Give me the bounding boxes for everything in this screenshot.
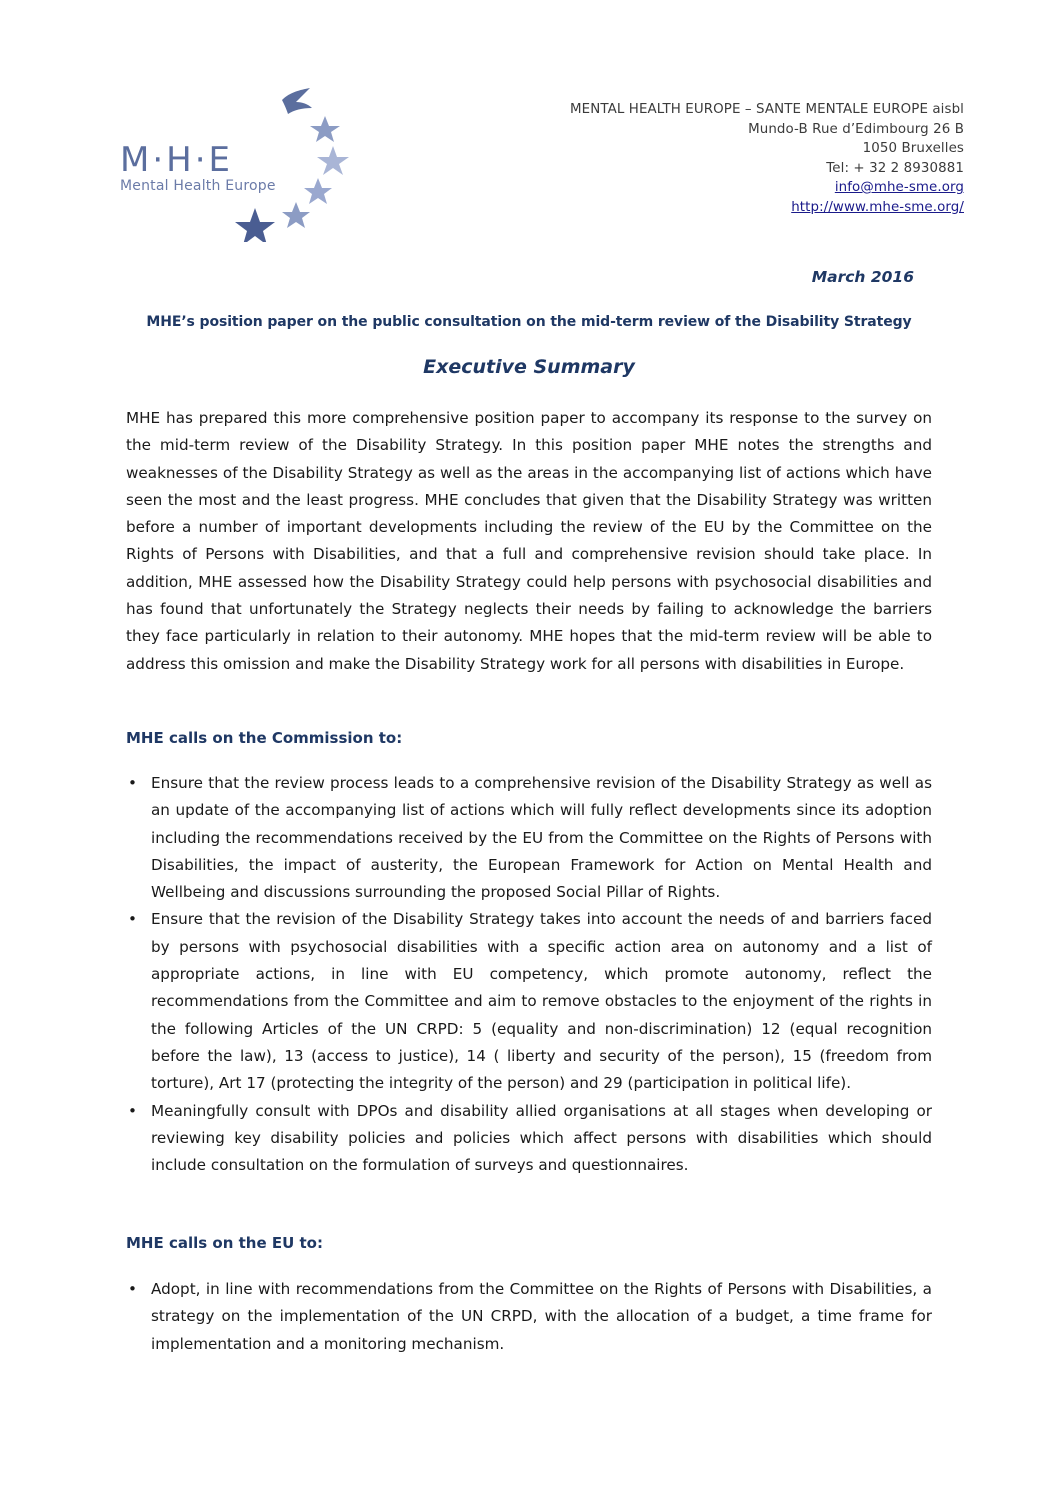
org-name: MENTAL HEALTH EUROPE – SANTE MENTALE EUROPE aisbl [570, 102, 964, 117]
phone-line: Tel: + 32 2 8930881 [826, 160, 964, 176]
email-link[interactable]: info@mhe-sme.org [834, 180, 964, 195]
document-date: March 2016 [811, 268, 914, 286]
list-item-text: Ensure that the revision of the Disability Strategy takes into account the needs of and barriers faced by persons with psychosocial disabilities with a specific action area on autonomy and a list of appropriate actions, in line with EU competency, which promote autonomy, reflect the recommendations from the Committee and aim to remove obstacles to the enjoyment of the rights in the following Articles of the UN CRPD: 5 (equality and non-discrimination) 12 (equal recognition before the law), 13 (access to justice), 14 ( liberty and security of the person), 15 (freedom from torture), Art 17 (protecting the integrity of the person) and 29 (participation in political life). [151, 910, 932, 1093]
list-item [126, 906, 932, 1097]
list-item-text: Ensure that the review process leads to a comprehensive revision of the Disability Strategy as well as an update of the accompanying list of actions which will fully reflect developments since its adoption including the recommendations received by the EU from the Committee on the Rights of Persons with Disabilities, the impact of austerity, the European Framework for Action on Mental Health and Wellbeing and discussions surrounding the proposed Social Pillar of Rights. [151, 774, 932, 902]
section-title: Executive Summary [423, 356, 635, 378]
commission-heading: MHE calls on the Commission to: [126, 729, 403, 747]
list-item-text: Adopt, in line with recommendations from the Committee on the Rights of Persons with Disabilities, a strategy on the implementation of the UN CRPD, with the allocation of a budget, a time frame for implementation and a monitoring mechanism. [151, 1280, 932, 1353]
eu-heading: MHE calls on the EU to: [126, 1234, 323, 1252]
mhe-logo [120, 82, 360, 242]
logo-mark: M·H·E [120, 140, 233, 180]
eu-list [126, 1276, 932, 1358]
bullet-icon: • [128, 1101, 137, 1120]
list-item [126, 1276, 932, 1358]
website-link[interactable]: http://www.mhe-sme.org/ [791, 199, 964, 215]
contact-block [570, 100, 964, 217]
commission-list [126, 770, 932, 1179]
address-line: Mundo-B Rue d’Edimbourg 26 B [748, 121, 964, 137]
list-item [126, 770, 932, 906]
bullet-icon: • [128, 1280, 137, 1298]
bullet-icon: • [128, 774, 137, 792]
city-line: 1050 Bruxelles [862, 141, 964, 156]
list-item-text: Meaningfully consult with DPOs and disability allied organisations at all stages when developing or reviewing key disability policies and policies which affect persons with disabilities which should include consultation on the formulation of surveys and questionnaires. [151, 1101, 932, 1175]
bullet-icon: • [128, 910, 137, 929]
logo-subtitle: Mental Health Europe [120, 178, 276, 194]
paper-title: MHE’s position paper on the public consultation on the mid-term review of the Disability Strategy [146, 314, 912, 330]
list-item [126, 1098, 932, 1180]
summary-paragraph: MHE has prepared this more comprehensive position paper to accompany its response to the survey on the mid-term review of the Disability Strategy. In this position paper MHE notes the strengths and weaknesses of the Disability Strategy as well as the areas in the accompanying list of actions which have seen the most and the least progress. MHE concludes that given that the Disability Strategy was written before a number of important developments including the review of the EU by the Committee on the Rights of Persons with Disabilities, and that a full and comprehensive revision should take place. In addition, MHE assessed how the Disability Strategy could help persons with psychosocial disabilities and has found that unfortunately the Strategy neglects their needs by failing to acknowledge the barriers they face particularly in relation to their autonomy. MHE hopes that the mid-term review will be able to address this omission and make the Disability Strategy work for all persons with disabilities in Europe. [126, 409, 932, 673]
